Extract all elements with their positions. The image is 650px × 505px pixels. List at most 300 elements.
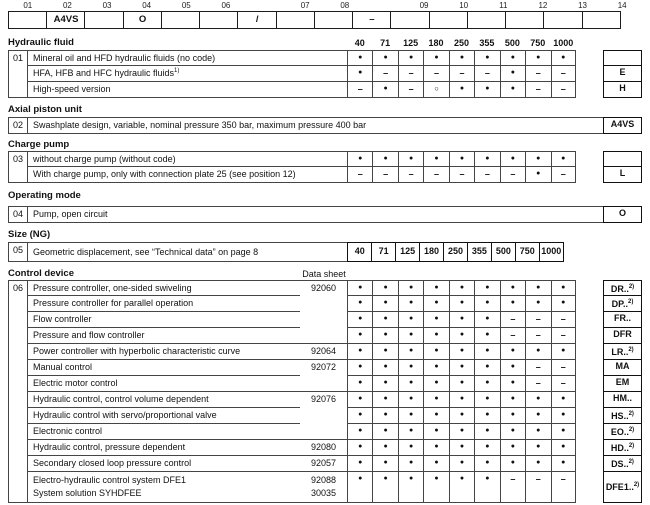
table-row	[8, 206, 642, 223]
availability-cell: ●	[551, 151, 576, 167]
size-column-header: 1000	[553, 38, 574, 48]
availability-cell: ●	[398, 456, 423, 472]
availability-cell: ●	[347, 296, 372, 312]
availability-cell: ●	[551, 344, 576, 360]
size-cell: 1000	[539, 242, 564, 262]
table-row	[8, 440, 642, 456]
availability-columns	[347, 440, 576, 456]
code-text: DP..	[611, 299, 628, 309]
position-cell: 06	[8, 280, 28, 503]
availability-columns	[347, 360, 576, 376]
availability-cell: ●	[398, 151, 423, 167]
availability-cell: ●	[449, 472, 474, 503]
availability-cell: ●	[551, 296, 576, 312]
section-title	[8, 140, 642, 150]
availability-columns	[347, 296, 576, 312]
code-cell	[603, 424, 642, 440]
availability-columns	[347, 456, 576, 472]
data-sheet-value	[300, 344, 347, 360]
availability-cell: –	[500, 328, 525, 344]
size-column-header: 71	[380, 38, 391, 48]
availability-columns	[347, 50, 576, 66]
table-row	[8, 280, 642, 296]
code-footnote: 2)	[628, 443, 635, 449]
data-sheet-value	[300, 472, 347, 503]
availability-cell: ●	[525, 167, 550, 183]
availability-cell: ●	[423, 376, 448, 392]
availability-cell: ●	[474, 360, 499, 376]
availability-cell: –	[449, 66, 474, 82]
order-position-label: 05	[181, 1, 191, 10]
availability-columns	[347, 167, 576, 183]
availability-cell: ●	[347, 360, 372, 376]
size-cell: 250	[443, 242, 468, 262]
availability-cell: ●	[398, 376, 423, 392]
position-cell: 04	[8, 206, 28, 223]
availability-cell: ●	[474, 376, 499, 392]
availability-cell: ●	[449, 424, 474, 440]
table-row	[8, 117, 642, 134]
availability-cell: ●	[423, 424, 448, 440]
table-row	[8, 392, 642, 408]
position-cell: 03	[8, 151, 28, 183]
code-text: DFR	[613, 329, 632, 339]
availability-cell: ●	[449, 312, 474, 328]
availability-cell: ●	[347, 392, 372, 408]
row-description	[28, 472, 300, 503]
availability-cell: ●	[423, 280, 448, 296]
description-text: Electronic control	[33, 426, 103, 436]
data-sheet-number: 92072	[310, 362, 337, 372]
size-cell: 355	[467, 242, 492, 262]
code-footnote: 2)	[628, 459, 634, 465]
availability-cell: ●	[500, 440, 525, 456]
order-code-box: A4VS	[46, 11, 86, 29]
availability-cell: –	[551, 167, 576, 183]
availability-cell: –	[500, 472, 525, 503]
availability-cell: ●	[372, 296, 397, 312]
availability-cell: ●	[449, 296, 474, 312]
availability-cell: ●	[347, 66, 372, 82]
availability-cell: ●	[347, 456, 372, 472]
availability-cell: ●	[551, 280, 576, 296]
description-text: Pressure and flow controller	[33, 330, 145, 340]
availability-cell: ●	[372, 472, 397, 503]
availability-cell: ●	[347, 280, 372, 296]
code-text: FR..	[614, 313, 631, 323]
availability-cell: –	[551, 376, 576, 392]
code-text: E	[619, 67, 626, 77]
availability-cell: ●	[347, 50, 372, 66]
availability-cell: ●	[525, 424, 550, 440]
availability-cell: ●	[423, 392, 448, 408]
availability-cell: ●	[372, 424, 397, 440]
availability-cell: –	[398, 167, 423, 183]
availability-cell: ●	[525, 440, 550, 456]
availability-cell: –	[551, 472, 576, 503]
order-position-label: 11	[499, 1, 508, 10]
table-row	[8, 66, 642, 82]
availability-cell: ●	[398, 50, 423, 66]
availability-cell: –	[500, 312, 525, 328]
section-title	[8, 191, 642, 201]
section-title	[8, 105, 642, 115]
row-description	[28, 206, 603, 223]
availability-columns	[347, 280, 576, 296]
description-text: Electric motor control	[33, 378, 118, 388]
availability-cell: ●	[500, 424, 525, 440]
order-code-box	[314, 11, 354, 29]
availability-cell: ●	[347, 440, 372, 456]
availability-cell: ●	[398, 472, 423, 503]
code-text: O	[618, 208, 626, 218]
position-cell: 05	[8, 242, 28, 262]
availability-cell: ●	[551, 392, 576, 408]
section-table	[8, 242, 642, 262]
order-position-label: 13	[578, 1, 588, 10]
size-column-header: 500	[504, 38, 520, 48]
availability-cell: ●	[500, 296, 525, 312]
availability-cell: ●	[398, 408, 423, 424]
availability-cell: ●	[347, 328, 372, 344]
availability-cell: ●	[423, 328, 448, 344]
availability-cell: ●	[525, 296, 550, 312]
availability-cell: ●	[474, 82, 499, 98]
availability-cell: ●	[500, 280, 525, 296]
data-sheet-value	[300, 392, 347, 408]
availability-cell: –	[398, 66, 423, 82]
availability-cell: –	[449, 167, 474, 183]
availability-cell: ●	[449, 376, 474, 392]
availability-cell: ●	[398, 392, 423, 408]
order-position-label: 02	[62, 1, 72, 10]
availability-cell: ●	[347, 376, 372, 392]
data-sheet-number: 92080	[310, 442, 337, 452]
size-cell: 500	[491, 242, 516, 262]
availability-cell: ●	[449, 440, 474, 456]
availability-cell: ●	[372, 328, 397, 344]
availability-cell: ●	[372, 360, 397, 376]
description-text: High-speed version	[33, 84, 111, 94]
code-footnote: 2)	[628, 347, 634, 353]
code-cell	[603, 360, 642, 376]
availability-cell: ●	[449, 360, 474, 376]
availability-cell: ●	[551, 424, 576, 440]
row-description	[28, 296, 300, 312]
section-title-text: Hydraulic fluid	[8, 37, 74, 48]
availability-cell: ●	[500, 456, 525, 472]
availability-cell: –	[347, 167, 372, 183]
order-position-label: 03	[102, 1, 112, 10]
section-title-text: Size (NG)	[8, 229, 51, 240]
order-position-label: 07	[300, 1, 310, 10]
code-text: EO..	[610, 427, 629, 437]
availability-cell: –	[525, 328, 550, 344]
availability-columns	[347, 424, 576, 440]
availability-cell: ●	[500, 151, 525, 167]
section-title	[8, 269, 642, 279]
size-column-header: 125	[403, 38, 419, 48]
description-text: Electro-hydraulic control system DFE1	[33, 475, 187, 485]
order-code-box	[84, 11, 124, 29]
section-title-text: Axial piston unit	[8, 104, 82, 115]
table-row	[8, 472, 642, 503]
availability-cell: ●	[449, 328, 474, 344]
code-footnote: 2)	[628, 299, 634, 305]
availability-cell: ●	[372, 392, 397, 408]
availability-cell: ●	[423, 456, 448, 472]
size-cell: 125	[395, 242, 420, 262]
description-text: Pressure controller for parallel operation	[33, 298, 194, 308]
code-cell	[603, 117, 642, 134]
code-cell	[603, 328, 642, 344]
code-cell	[603, 392, 642, 408]
availability-cell: ●	[347, 151, 372, 167]
order-code-box	[161, 11, 201, 29]
availability-cell: ●	[449, 392, 474, 408]
availability-cell: ●	[525, 408, 550, 424]
row-description	[28, 408, 300, 424]
availability-cell: –	[474, 167, 499, 183]
availability-cell: ●	[398, 440, 423, 456]
description-text: Geometric displacement, see “Technical data” on page 8	[33, 247, 259, 257]
code-text: A4VS	[610, 119, 635, 129]
description-text: Swashplate design, variable, nominal pressure 350 bar, maximum pressure 400 bar	[33, 120, 367, 130]
description-text: Power controller with hyperbolic characteristic curve	[33, 346, 241, 356]
description-text: without charge pump (without code)	[33, 154, 176, 164]
description-text: Secondary closed loop pressure control	[33, 458, 192, 468]
availability-cell: ●	[347, 312, 372, 328]
availability-cell: ●	[372, 82, 397, 98]
availability-cell: ●	[372, 408, 397, 424]
code-text: DS..	[611, 459, 629, 469]
data-sheet-number: 92057	[310, 458, 337, 468]
availability-cell: ●	[500, 66, 525, 82]
availability-cell: ●	[474, 312, 499, 328]
description-text: Pressure controller, one-sided swiveling	[33, 283, 192, 293]
code-cell	[603, 408, 642, 424]
availability-cell: ●	[551, 440, 576, 456]
availability-cell: –	[551, 66, 576, 82]
order-position-label: 12	[538, 1, 548, 10]
code-cell	[603, 296, 642, 312]
order-position-label: 01	[23, 1, 33, 10]
description-text: HFA, HFB and HFC hydraulic fluids	[33, 68, 175, 78]
availability-cell: ●	[398, 280, 423, 296]
availability-cell: ●	[423, 296, 448, 312]
order-position-label	[365, 1, 405, 11]
row-description	[28, 344, 300, 360]
order-position-labels	[8, 1, 642, 11]
table-row	[8, 296, 642, 312]
availability-columns	[347, 376, 576, 392]
availability-cell: –	[551, 360, 576, 376]
table-row	[8, 344, 642, 360]
availability-cell: ●	[551, 50, 576, 66]
availability-cell: ●	[551, 456, 576, 472]
availability-cell: ●	[449, 344, 474, 360]
table-row	[8, 424, 642, 440]
availability-columns	[347, 344, 576, 360]
row-description	[28, 242, 347, 262]
row-description	[28, 376, 300, 392]
data-sheet-column-header: Data sheet	[302, 269, 346, 279]
section-table	[8, 151, 642, 183]
description-text: Mineral oil and HFD hydraulic fluids (no code)	[33, 53, 216, 63]
data-sheet-number: 30035	[310, 488, 337, 498]
data-sheet-value	[300, 312, 347, 328]
order-code-box	[543, 11, 583, 29]
code-text: L	[619, 168, 626, 178]
availability-cell: –	[423, 167, 448, 183]
availability-cell: –	[500, 167, 525, 183]
availability-cell: –	[423, 66, 448, 82]
table-row	[8, 328, 642, 344]
availability-cell: ●	[398, 360, 423, 376]
size-cell: 71	[371, 242, 396, 262]
availability-cell: –	[525, 312, 550, 328]
table-row	[8, 408, 642, 424]
availability-cell: –	[525, 82, 550, 98]
table-row	[8, 50, 642, 66]
availability-columns	[347, 408, 576, 424]
availability-cell: –	[372, 66, 397, 82]
order-code-box	[467, 11, 507, 29]
availability-columns	[347, 82, 576, 98]
availability-cell: ●	[449, 408, 474, 424]
availability-cell: ●	[423, 440, 448, 456]
table-row	[8, 312, 642, 328]
availability-cell: ●	[372, 376, 397, 392]
availability-cell: ●	[423, 408, 448, 424]
size-cell: 40	[347, 242, 372, 262]
availability-cell: ●	[500, 376, 525, 392]
size-cell: 750	[515, 242, 540, 262]
availability-cell: –	[551, 312, 576, 328]
availability-columns	[347, 328, 576, 344]
availability-cell: ●	[474, 440, 499, 456]
row-description	[28, 167, 347, 183]
code-text: HS..	[611, 411, 629, 421]
row-description	[28, 82, 347, 98]
code-cell	[603, 472, 642, 503]
code-cell	[603, 344, 642, 360]
code-text: HM..	[613, 393, 632, 403]
order-code-box	[276, 11, 316, 29]
order-code-box	[8, 11, 48, 29]
description-text: With charge pump, only with connection plate 25 (see position 12)	[33, 169, 296, 179]
table-row	[8, 167, 642, 183]
availability-cell: ○	[423, 82, 448, 98]
section-title	[8, 230, 642, 240]
availability-cell: –	[372, 167, 397, 183]
data-sheet-value	[300, 296, 347, 312]
code-text: LR..	[611, 347, 629, 357]
availability-cell: ●	[347, 408, 372, 424]
data-sheet-value	[300, 328, 347, 344]
availability-cell: ●	[449, 280, 474, 296]
availability-cell: ●	[474, 344, 499, 360]
data-sheet-value	[300, 360, 347, 376]
row-description	[28, 456, 300, 472]
code-text: H	[619, 83, 626, 93]
description-text: Hydraulic control, pressure dependent	[33, 442, 186, 452]
order-position-label	[246, 1, 286, 11]
code-cell	[603, 66, 642, 82]
availability-cell: –	[525, 66, 550, 82]
code-footnote: 2)	[628, 411, 634, 417]
availability-cell: ●	[474, 472, 499, 503]
availability-cell: ●	[398, 344, 423, 360]
row-description	[28, 392, 300, 408]
data-sheet-number: 92088	[310, 475, 337, 485]
availability-cell: ●	[474, 392, 499, 408]
row-description	[28, 312, 300, 328]
availability-cell: ●	[500, 360, 525, 376]
description-text: Flow controller	[33, 314, 92, 324]
description-text: System solution SYHDFEE	[33, 488, 142, 498]
row-description	[28, 50, 347, 66]
availability-cell: ●	[474, 50, 499, 66]
availability-cell: ●	[423, 344, 448, 360]
availability-cell: ●	[423, 151, 448, 167]
availability-cell: ●	[423, 50, 448, 66]
section-table	[8, 50, 642, 98]
availability-cell: ●	[551, 408, 576, 424]
row-description	[28, 440, 300, 456]
section-title-text: Charge pump	[8, 139, 70, 150]
table-row	[8, 82, 642, 98]
availability-columns	[347, 312, 576, 328]
size-column-header: 355	[479, 38, 495, 48]
code-cell	[603, 312, 642, 328]
availability-columns	[347, 66, 576, 82]
table-row	[8, 242, 642, 262]
order-position-label: 10	[459, 1, 469, 10]
row-description	[28, 151, 347, 167]
section-table	[8, 206, 642, 223]
code-footnote: 2)	[628, 427, 635, 433]
code-cell	[603, 82, 642, 98]
ordering-sections	[8, 37, 642, 503]
availability-cell: ●	[398, 296, 423, 312]
order-code-box	[199, 11, 239, 29]
order-position-label: 06	[221, 1, 231, 10]
row-description	[28, 117, 603, 134]
availability-cell: ●	[398, 424, 423, 440]
availability-cell: ●	[372, 280, 397, 296]
section-table	[8, 117, 642, 134]
availability-cell: ●	[372, 456, 397, 472]
order-code-box: /	[237, 11, 277, 29]
availability-cell: ●	[347, 424, 372, 440]
availability-cell: ●	[474, 280, 499, 296]
row-description	[28, 328, 300, 344]
data-sheet-number: 92064	[310, 346, 337, 356]
availability-columns	[347, 392, 576, 408]
order-position-label: 09	[419, 1, 429, 10]
availability-cell: ●	[449, 456, 474, 472]
position-cell: 01	[8, 50, 28, 98]
order-code-box: –	[352, 11, 392, 29]
code-cell	[603, 280, 642, 296]
order-code-box	[390, 11, 430, 29]
section-title-text: Control device	[8, 268, 74, 279]
table-row	[8, 376, 642, 392]
data-sheet-value	[300, 408, 347, 424]
availability-cell: ●	[372, 312, 397, 328]
availability-cell: ●	[474, 408, 499, 424]
